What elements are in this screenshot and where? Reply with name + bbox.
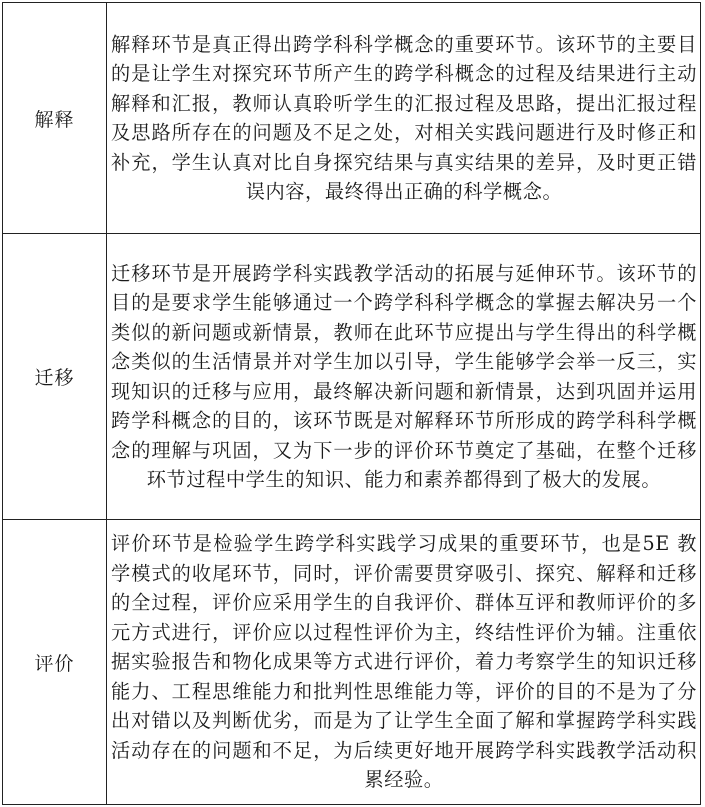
stage-description-cell	[107, 234, 701, 520]
stage-description-cell	[107, 520, 701, 805]
teaching-stages-table	[2, 2, 701, 805]
stage-description-text: 解释环节是真正得出跨学科科学概念的重要环节。该环节的主要目的是让学生对探究环节所产生的跨学科概念的过程及结果进行主动解释和汇报，教师认真聆听学生的汇报过程及思路，提出汇报过程及思路所存在的问题及不足之处，对相关实践问题进行及时修正和补充，学生认真对比自身探究结果与真实结果的差异，及时更正错误内容，最终得出正确的科学概念。	[111, 32, 697, 203]
stage-name-cell: 迁移	[3, 234, 107, 520]
table-row	[3, 3, 701, 234]
stage-description-text: 迁移环节是开展跨学科实践教学活动的拓展与延伸环节。该环节的目的是要求学生能够通过一个跨学科科学概念的掌握去解决另一个类似的新问题或新情景，教师在此环节应提出与学生得出的科学概念类似的生活情景并对学生加以引导，学生能够学会举一反三，实现知识的迁移与应用，最终解决新问题和新情景，达到巩固并运用跨学科概念的目的，该环节既是对解释环节所形成的跨学科科学概念的理解与巩固，又为下一步的评价环节奠定了基础，在整个迁移环节过程中学生的知识、能力和素养都得到了极大的发展。	[111, 261, 697, 491]
stage-name-cell: 评价	[3, 520, 107, 805]
stage-name-cell: 解释	[3, 3, 107, 234]
stage-description-cell	[107, 3, 701, 234]
table-row	[3, 234, 701, 520]
table-row	[3, 520, 701, 805]
stage-description-text: 评价环节是检验学生跨学科实践学习成果的重要环节，也是5E 教学模式的收尾环节，同时，评价需要贯穿吸引、探究、解释和迁移的全过程，评价应采用学生的自我评价、群体互评和教师评价的多元方式进行，评价应以过程性评价为主，终结性评价为辅。注重依据实验报告和物化成果等方式进行评价，着力考察学生的知识迁移能力、工程思维能力和批判性思维能力等，评价的目的不是为了分出对错以及判断优劣，而是为了让学生全面了解和掌握跨学科实践活动存在的问题和不足，为后续更好地开展跨学科实践教学活动积累经验。	[111, 532, 697, 792]
